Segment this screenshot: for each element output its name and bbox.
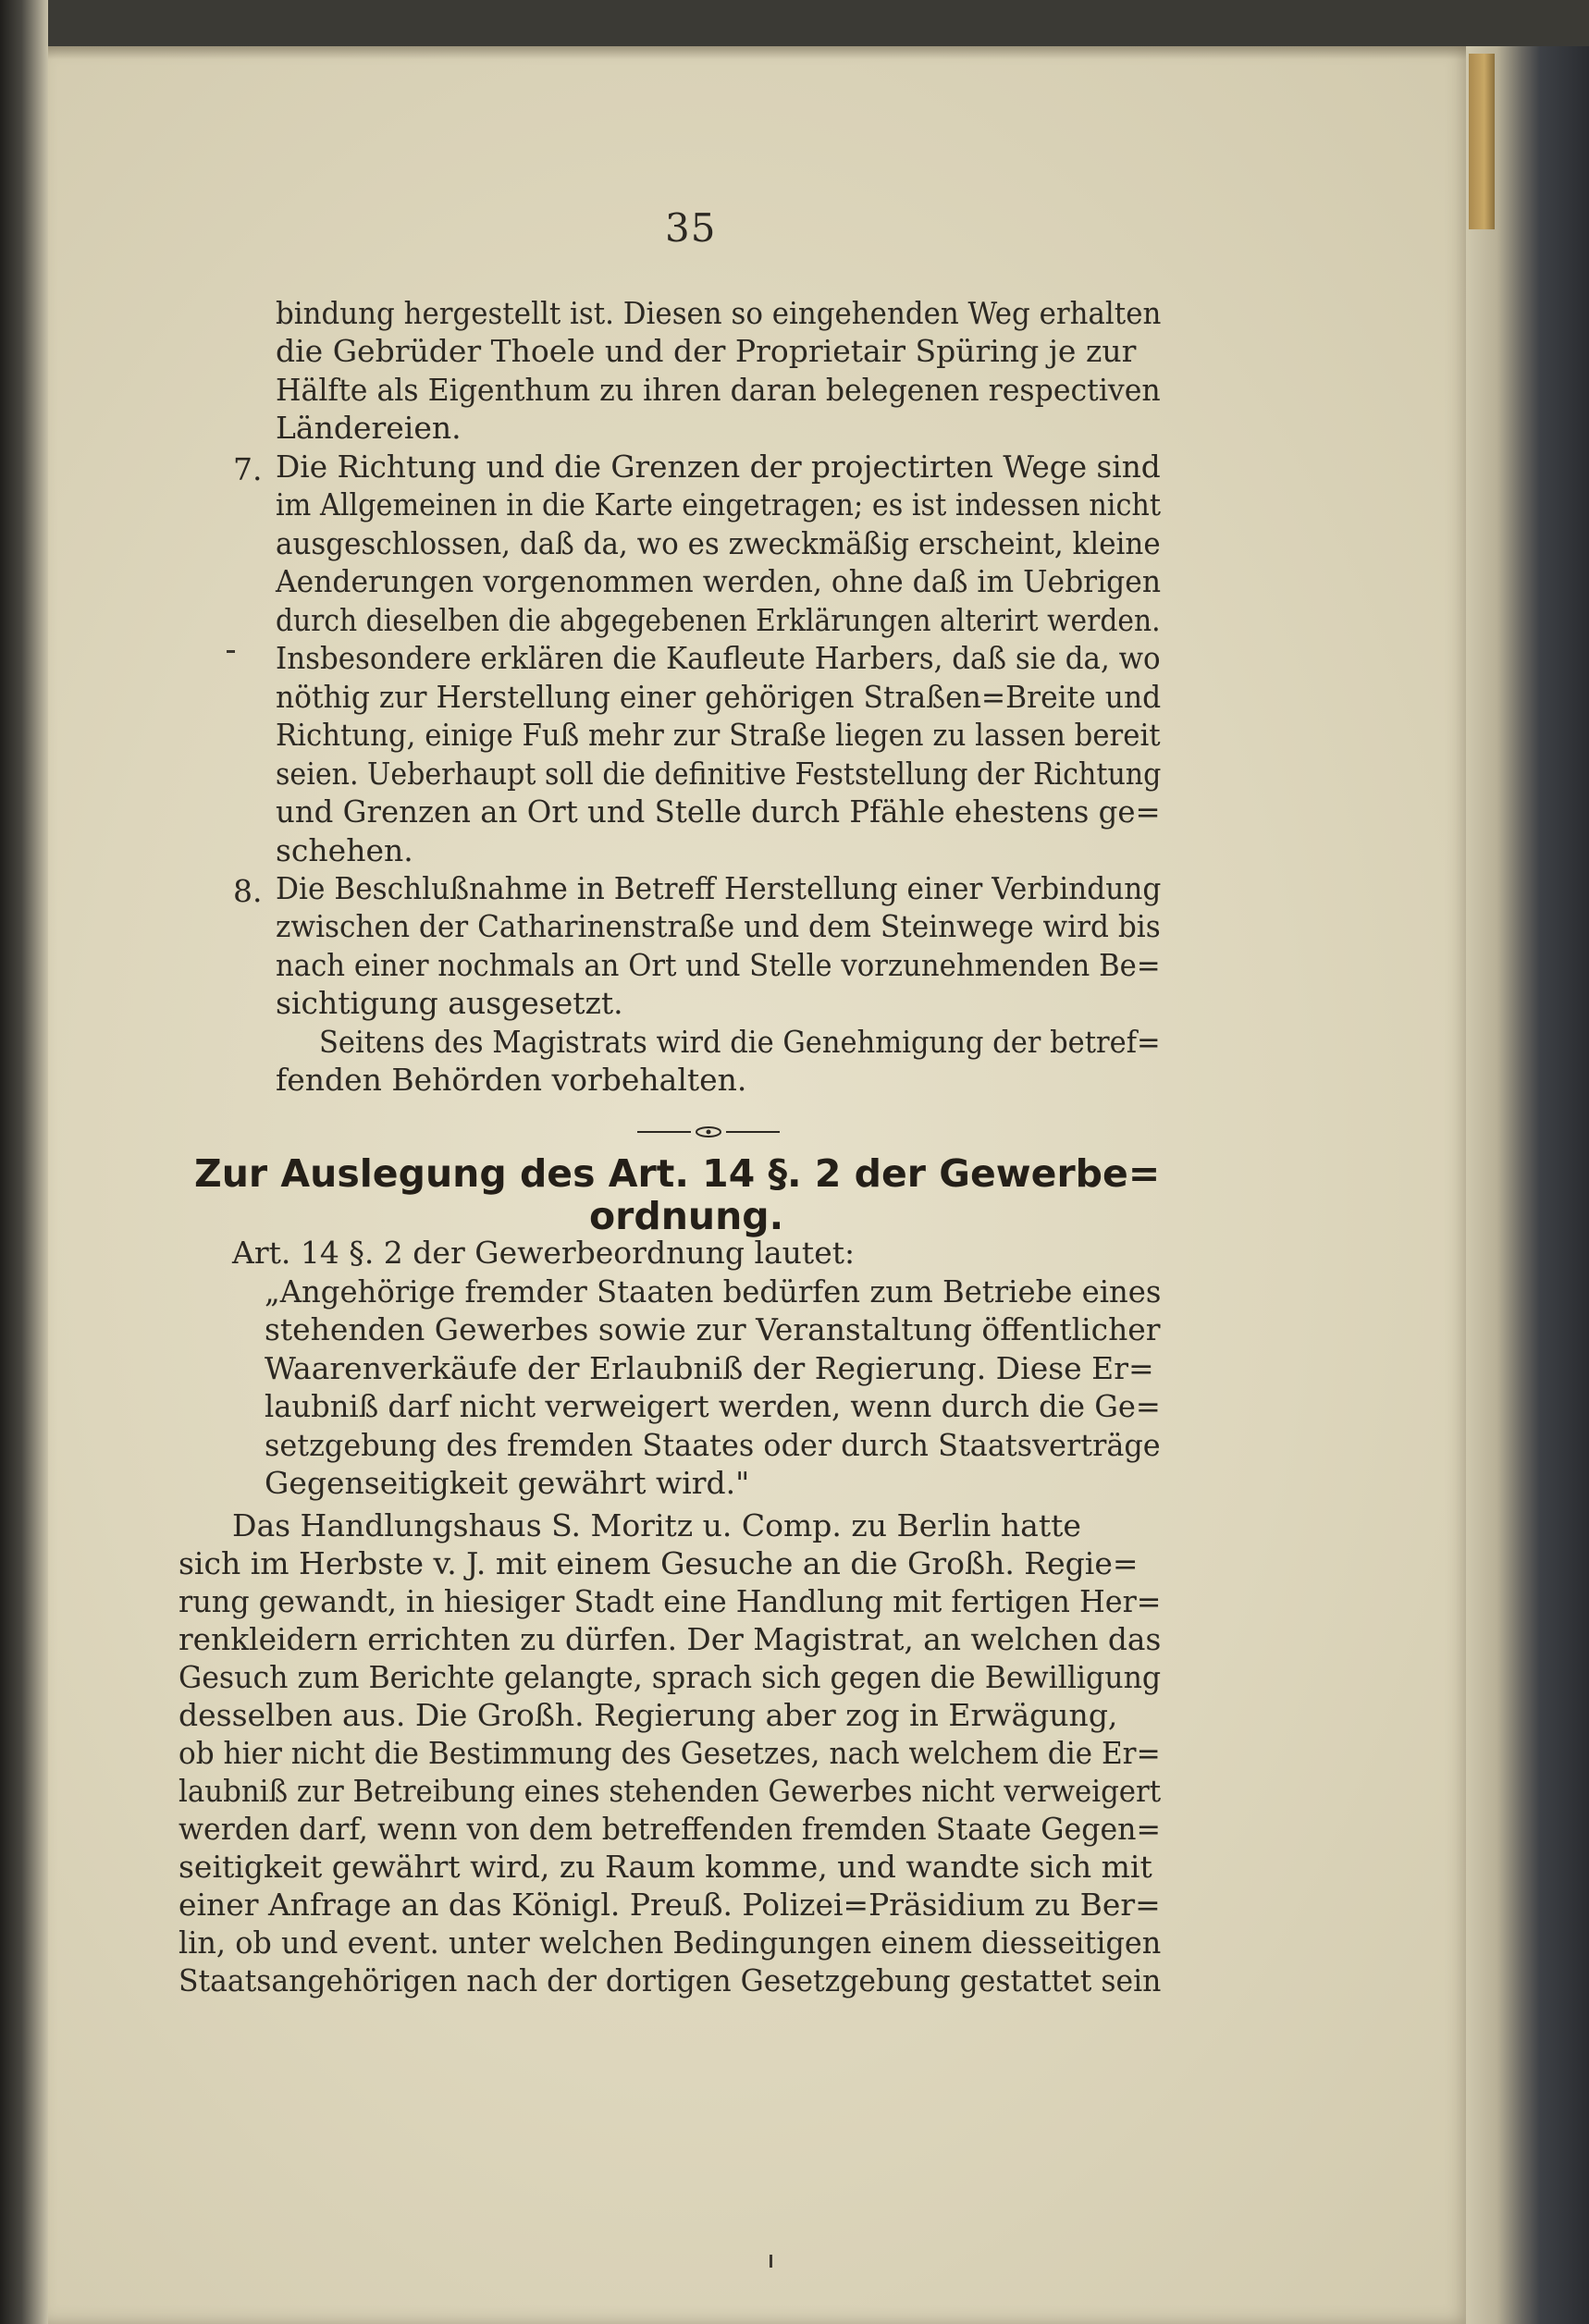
page-top-shadow <box>48 46 1472 59</box>
text-line: bindung hergestellt ist. Diesen so eingehenden Weg erhalten <box>276 295 1162 331</box>
text-line: im Allgemeinen in die Karte eingetragen; es ist indessen nicht <box>276 486 1162 523</box>
text-line: laubniß zur Betreibung eines stehenden Gewerbes nicht verweigert <box>179 1773 1162 1809</box>
text-line: Richtung, einige Fuß mehr zur Straße liegen zu lassen bereit <box>276 717 1161 753</box>
text-line: „Angehörige fremder Staaten bedürfen zum Betriebe eines <box>265 1273 1162 1310</box>
text-line: nöthig zur Herstellung einer gehörigen Straßen=Breite und <box>276 679 1162 715</box>
text-line: durch dieselben die abgegebenen Erklärungen alterirt werden. <box>276 602 1161 638</box>
text-line: Art. 14 §. 2 der Gewerbeordnung lautet: <box>232 1235 856 1271</box>
text-line: sichtigung ausgesetzt. <box>276 985 623 1021</box>
text-line: werden darf, wenn von dem betreffenden fremden Staate Gegen= <box>179 1811 1161 1847</box>
section-heading-continued: ordnung. <box>589 1194 784 1238</box>
text-line: Seitens des Magistrats wird die Genehmigung der betref= <box>319 1024 1161 1060</box>
book-binding <box>1466 46 1589 2324</box>
text-line: einer Anfrage an das Königl. Preuß. Polizei=Präsidium zu Ber= <box>179 1887 1161 1923</box>
list-number: 7. <box>233 451 263 487</box>
text-line: zwischen der Catharinenstraße und dem Steinwege wird bis <box>276 908 1161 944</box>
text-line: desselben aus. Die Großh. Regierung aber zog in Erwägung, <box>179 1697 1118 1733</box>
text-line: Ländereien. <box>276 410 462 446</box>
binding-tab <box>1469 54 1495 229</box>
text-line: seien. Ueberhaupt soll die definitive Feststellung der Richtung <box>276 756 1162 792</box>
page-number: 35 <box>665 205 717 251</box>
text-line: Die Beschlußnahme in Betreff Herstellung einer Verbindung <box>276 870 1162 906</box>
text-line: Hälfte als Eigenthum zu ihren daran belegenen respectiven <box>276 372 1161 408</box>
text-line: Waarenverkäufe der Erlaubniß der Regierung. Diese Er= <box>265 1350 1154 1386</box>
text-line: fenden Behörden vorbehalten. <box>276 1062 747 1098</box>
text-line: seitigkeit gewährt wird, zu Raum komme, und wandte sich mit <box>179 1849 1152 1885</box>
text-line: setzgebung des fremden Staates oder durch Staatsverträge <box>265 1427 1161 1463</box>
stray-mark <box>770 2255 772 2268</box>
text-line: sich im Herbste v. J. mit einem Gesuche an die Großh. Regie= <box>179 1545 1139 1581</box>
margin-mark <box>227 650 235 653</box>
text-line: und Grenzen an Ort und Stelle durch Pfähle ehestens ge= <box>276 793 1161 830</box>
text-line: Das Handlungshaus S. Moritz u. Comp. zu Berlin hatte <box>232 1507 1081 1543</box>
text-line: ausgeschlossen, daß da, wo es zweckmäßig erscheint, kleine <box>276 525 1161 561</box>
text-line: Staatsangehörigen nach der dortigen Gesetzgebung gestattet sein <box>179 1962 1162 1998</box>
section-heading: Zur Auslegung des Art. 14 §. 2 der Gewerbe= <box>194 1151 1161 1196</box>
text-line: lin, ob und event. unter welchen Bedingungen einem diesseitigen <box>179 1924 1162 1961</box>
text-line: Aenderungen vorgenommen werden, ohne daß im Uebrigen <box>276 563 1162 599</box>
text-line: Gegenseitigkeit gewährt wird." <box>265 1465 750 1501</box>
text-line: ob hier nicht die Bestimmung des Gesetzes, nach welchem die Er= <box>179 1735 1161 1771</box>
ornament-divider <box>637 1125 780 1138</box>
text-line: Insbesondere erklären die Kaufleute Harbers, daß sie da, wo <box>276 640 1161 676</box>
text-line: rung gewandt, in hiesiger Stadt eine Handlung mit fertigen Her= <box>179 1583 1162 1619</box>
text-line: renkleidern errichten zu dürfen. Der Magistrat, an welchen das <box>179 1621 1162 1657</box>
text-line: stehenden Gewerbes sowie zur Veranstaltung öffentlicher <box>265 1311 1161 1347</box>
text-line: laubniß darf nicht verweigert werden, wenn durch die Ge= <box>265 1388 1161 1424</box>
scan-edge-left <box>0 0 48 2324</box>
text-line: nach einer nochmals an Ort und Stelle vorzunehmenden Be= <box>276 947 1161 983</box>
text-line: Gesuch zum Berichte gelangte, sprach sich gegen die Bewilligung <box>179 1659 1162 1695</box>
text-line: Die Richtung und die Grenzen der projectirten Wege sind <box>276 449 1161 485</box>
text-line: die Gebrüder Thoele und der Proprietair Spüring je zur <box>276 333 1137 369</box>
list-number: 8. <box>233 873 263 909</box>
text-line: schehen. <box>276 832 413 868</box>
